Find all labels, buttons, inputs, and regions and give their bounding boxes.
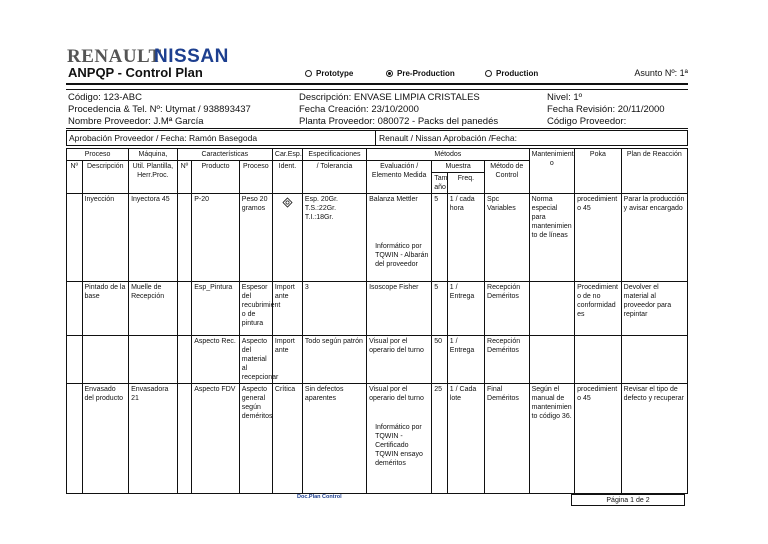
- special-characteristic-icon: [282, 197, 293, 208]
- header-poka: Poka: [575, 149, 622, 194]
- cell-metodo: Spc Variables: [485, 194, 530, 282]
- production-radio[interactable]: [485, 69, 538, 78]
- cell-descripcion: Envasado del producto: [82, 384, 129, 494]
- cell-poka: procedimient o 45: [575, 194, 622, 282]
- renault-approval: Renault / Nissan Aprobación /Fecha:: [379, 133, 517, 143]
- cell-no: [67, 336, 83, 384]
- header-tolerancia: / Tolerancia: [302, 161, 366, 194]
- approval-row: [66, 130, 688, 146]
- info-right: [547, 92, 665, 128]
- eval-extra: Informático por TQWIN - Certificado TQWIN ensayo deméritos: [375, 424, 423, 467]
- codigo-proveedor: Código Proveedor:: [547, 116, 627, 127]
- prototype-label: Prototype: [316, 69, 354, 78]
- cell-poka: procedimient o 45: [575, 384, 622, 494]
- header-descripcion: Descripción: [82, 161, 129, 194]
- cell-evaluacion: [367, 194, 432, 282]
- header-proceso-2: Proceso: [239, 161, 272, 194]
- header-no-2: Nº: [177, 161, 191, 194]
- info-middle: [299, 92, 498, 128]
- info-bottom-border: [66, 128, 688, 129]
- eval-main: Visual por el operario del turno: [369, 386, 424, 402]
- header-muestra: Muestra: [432, 161, 485, 173]
- title-divider: [66, 83, 688, 85]
- radio-icon: [305, 70, 312, 77]
- header-freq: Freq.: [447, 173, 484, 194]
- cell-car-esp: Import ante: [272, 336, 302, 384]
- cell-maquina: Inyectora 45: [129, 194, 178, 282]
- cell-proceso: Espesor del recubrimient o de pintura: [239, 282, 272, 336]
- approval-divider: [375, 131, 376, 145]
- cell-especificaciones: Sin defectos aparentes: [302, 384, 366, 494]
- page-title: ANPQP - Control Plan: [68, 65, 203, 80]
- info-top-border: [66, 89, 688, 90]
- header-car-esp: Car.Esp.: [272, 149, 302, 161]
- nivel: Nivel: 1º: [547, 92, 583, 103]
- info-left: [68, 92, 251, 128]
- cell-mantenimiento: [529, 282, 575, 336]
- eval-extra: Informático por TQWIN - Albarán del proveedor: [375, 243, 429, 268]
- doc-plan-control-link[interactable]: Doc.Plan Control: [297, 494, 342, 500]
- cell-proceso: Aspecto general según deméritos: [239, 384, 272, 494]
- cell-metodo: Final Deméritos: [485, 384, 530, 494]
- header-evaluacion: Evaluación / Elemento Medida: [367, 161, 432, 194]
- cell-no: [67, 194, 83, 282]
- header-producto: Producto: [192, 161, 240, 194]
- pre-production-label: Pre-Production: [397, 69, 455, 78]
- header-maquina: Máquina,: [129, 149, 178, 161]
- radio-icon: [485, 70, 492, 77]
- header-ident: Ident.: [272, 161, 302, 194]
- cell-no-2: [177, 194, 191, 282]
- fecha-creacion: Fecha Creación: 23/10/2000: [299, 104, 419, 115]
- cell-freq: 1 / Cada lote: [447, 384, 484, 494]
- cell-proceso: Peso 20 gramos: [239, 194, 272, 282]
- renault-logo: RENAULT: [67, 46, 162, 67]
- cell-tamano: 50: [432, 336, 448, 384]
- cell-car-esp: Crítica: [272, 384, 302, 494]
- cell-descripcion: [82, 336, 129, 384]
- cell-freq: 1 / Entrega: [447, 282, 484, 336]
- cell-tamano: 5: [432, 194, 448, 282]
- pre-production-radio[interactable]: [386, 69, 455, 78]
- cell-producto: P-20: [192, 194, 240, 282]
- control-plan-table: [66, 148, 688, 494]
- cell-descripcion: Inyección: [82, 194, 129, 282]
- table-row: [67, 194, 688, 282]
- cell-tamano: 25: [432, 384, 448, 494]
- header-caracteristicas: Características: [177, 149, 272, 161]
- nombre-proveedor: Nombre Proveedor: J.Mª García: [68, 116, 204, 127]
- eval-main: Balanza Mettler: [369, 196, 418, 203]
- cell-no-2: [177, 384, 191, 494]
- cell-no: [67, 384, 83, 494]
- planta-proveedor: Planta Proveedor: 080072 - Packs del panedés: [299, 116, 499, 127]
- header-especificaciones: Especificaciones: [302, 149, 366, 161]
- cell-plan: Parar la producción y avisar encargado: [621, 194, 687, 282]
- header-proceso: Proceso: [67, 149, 129, 161]
- cell-mantenimiento: Norma especial para mantenimien to de líneas: [529, 194, 575, 282]
- cell-especificaciones: Todo según patrón: [302, 336, 366, 384]
- header-no-1: Nº: [67, 161, 83, 194]
- radio-selected-icon: [386, 70, 393, 77]
- table-row: [67, 282, 688, 336]
- production-label: Production: [496, 69, 539, 78]
- cell-maquina: Envasadora 21: [129, 384, 178, 494]
- cell-maquina: Muelle de Recepción: [129, 282, 178, 336]
- cell-proceso: Aspecto del material al recepcionar: [239, 336, 272, 384]
- cell-metodo: Recepción Deméritos: [485, 336, 530, 384]
- header-metodo-control: Método de Control: [485, 161, 530, 194]
- cell-no-2: [177, 282, 191, 336]
- page-indicator: Página 1 de 2: [571, 494, 685, 506]
- cell-evaluacion: Visual por el operario del turno: [367, 336, 432, 384]
- cell-no-2: [177, 336, 191, 384]
- cell-no: [67, 282, 83, 336]
- cell-mantenimiento: Según el manual de mantenimien to código 36.: [529, 384, 575, 494]
- cell-metodo: Recepción Deméritos: [485, 282, 530, 336]
- header-mantenimiento: Mantenimient o: [529, 149, 575, 194]
- cell-plan: [621, 336, 687, 384]
- cell-evaluacion: Isoscope Fisher: [367, 282, 432, 336]
- cell-plan: Devolver el material al proveedor para repintar: [621, 282, 687, 336]
- cell-poka: [575, 336, 622, 384]
- cell-mantenimiento: [529, 336, 575, 384]
- cell-plan: Revisar el tipo de defecto y recuperar: [621, 384, 687, 494]
- codigo: Código: 123-ABC: [68, 92, 142, 103]
- cell-producto: Esp_Pintura: [192, 282, 240, 336]
- cell-producto: Aspecto Rec.: [192, 336, 240, 384]
- fecha-revision: Fecha Revisión: 20/11/2000: [547, 104, 665, 115]
- cell-freq: 1 / Entrega: [447, 336, 484, 384]
- cell-evaluacion: [367, 384, 432, 494]
- cell-tamano: 5: [432, 282, 448, 336]
- cell-producto: Aspecto FDV: [192, 384, 240, 494]
- prototype-radio[interactable]: [305, 69, 353, 78]
- table-row: [67, 384, 688, 494]
- cell-descripcion: Pintado de la base: [82, 282, 129, 336]
- header-metodos: Métodos: [367, 149, 530, 161]
- header-tamano: Tam año: [432, 173, 448, 194]
- cell-maquina: [129, 336, 178, 384]
- cell-freq: 1 / cada hora: [447, 194, 484, 282]
- cell-car-esp: Import ante: [272, 282, 302, 336]
- asunto-number: Asunto Nº: 1ª: [634, 68, 688, 78]
- header-util: Util. Plantilla, Herr.Proc.: [129, 161, 178, 194]
- cell-especificaciones: 3: [302, 282, 366, 336]
- cell-car-esp: [272, 194, 302, 282]
- header-plan-reaccion: Plan de Reacción: [621, 149, 687, 194]
- cell-especificaciones: Esp. 20Gr. T.S.:22Gr. T.I.:18Gr.: [302, 194, 366, 282]
- supplier-approval: Aprobación Proveedor / Fecha: Ramón Basegoda: [69, 133, 258, 143]
- procedencia: Procedencia & Tel. Nº: Utymat / 938893437: [68, 104, 251, 115]
- table-row: [67, 336, 688, 384]
- descripcion: Descripción: ENVASE LIMPIA CRISTALES: [299, 92, 480, 103]
- nissan-logo: NISSAN: [154, 46, 229, 67]
- cell-poka: Procedimient o de no conformidad es: [575, 282, 622, 336]
